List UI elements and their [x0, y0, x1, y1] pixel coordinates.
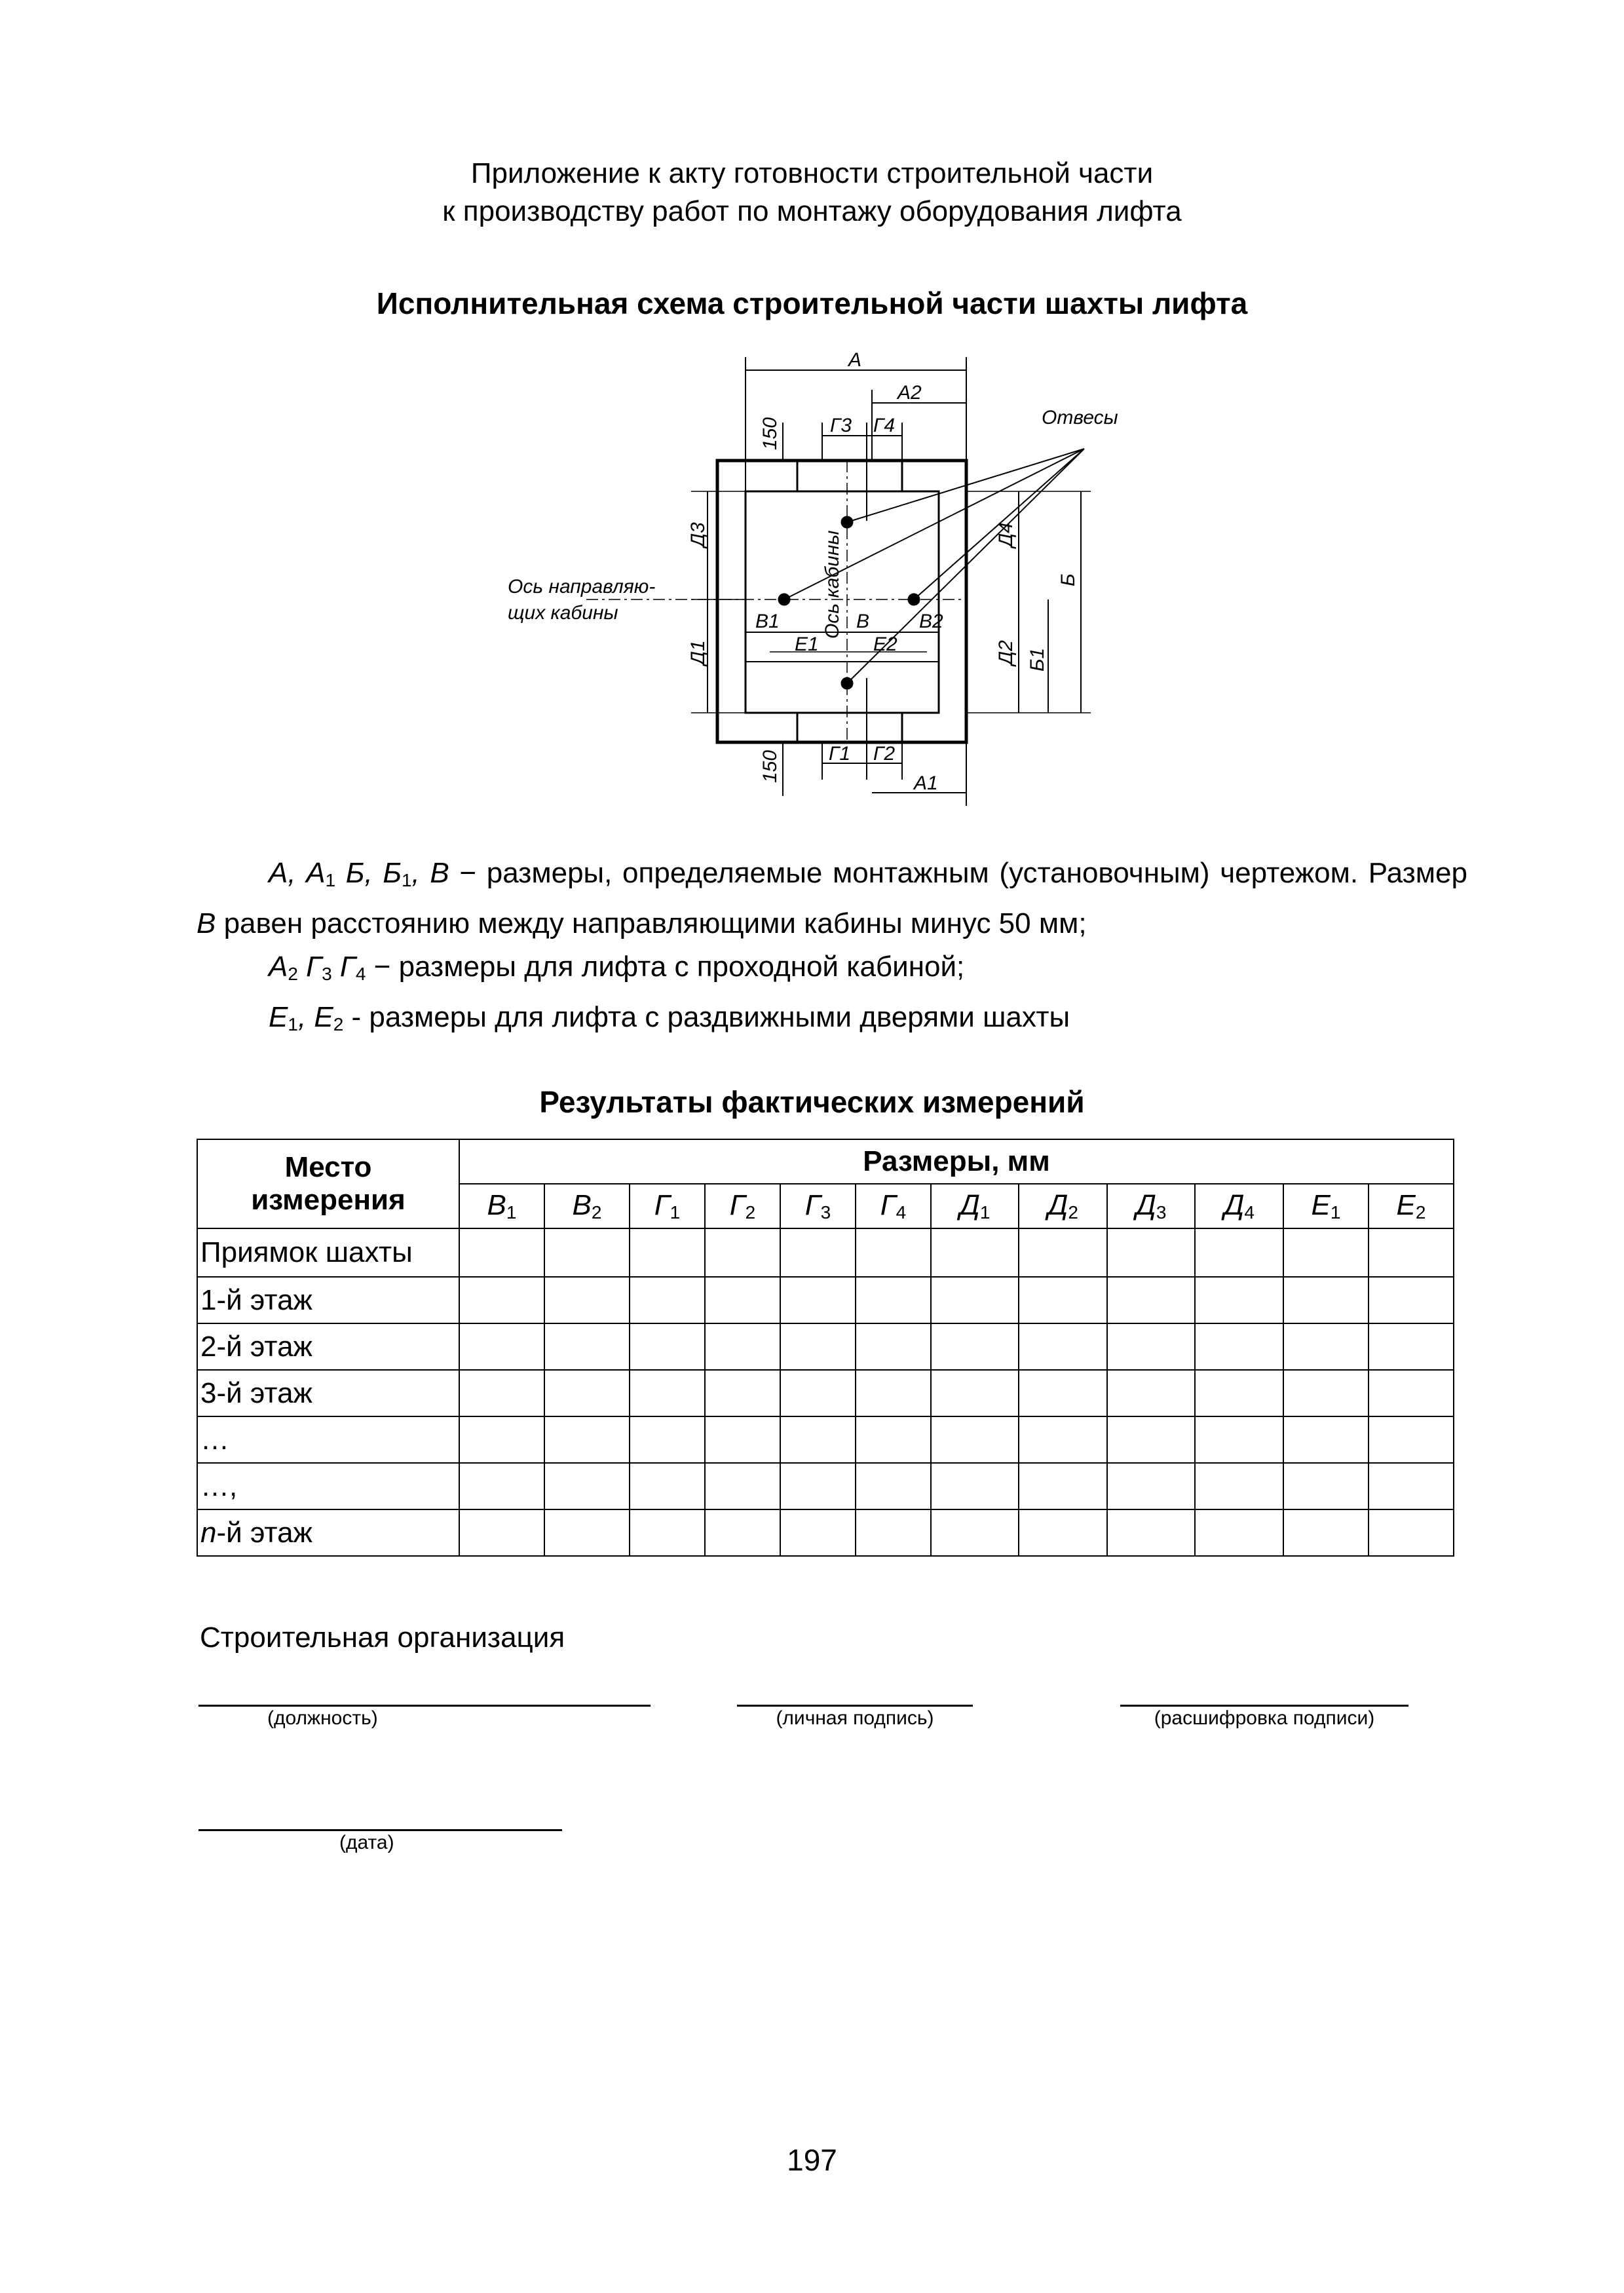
measurement-cell[interactable] [856, 1277, 931, 1323]
label-axis-guides-2: щих кабины [508, 602, 618, 624]
measurement-cell[interactable] [1019, 1509, 1107, 1556]
measurement-cell[interactable] [1283, 1228, 1369, 1277]
note-1-v2: В [197, 907, 216, 939]
org-label: Строительная организация [200, 1621, 565, 1654]
measurement-cell[interactable] [1019, 1463, 1107, 1509]
measurement-cell[interactable] [544, 1416, 630, 1463]
measurements-table [197, 1139, 1454, 1557]
measurement-place [197, 1463, 459, 1509]
measurement-cell[interactable] [630, 1416, 705, 1463]
measurement-cell[interactable] [1283, 1509, 1369, 1556]
measurement-cell[interactable] [1283, 1370, 1369, 1416]
measurement-cell[interactable] [931, 1509, 1019, 1556]
note-2-text: − размеры для лифта с проходной кабиной; [366, 951, 965, 983]
dim-column-header [630, 1184, 705, 1228]
dim-letter: В [572, 1189, 592, 1221]
dim-letter: Е [1396, 1189, 1416, 1221]
note-1-end: равен расстоянию между направляющими кабины минус 50 мм; [216, 907, 1087, 939]
measurement-cell[interactable] [459, 1370, 544, 1416]
place-text: -й этаж [216, 1516, 312, 1549]
position-line[interactable] [198, 1705, 651, 1707]
dim-subscript: 2 [1068, 1202, 1078, 1222]
measurement-cell[interactable] [630, 1228, 705, 1277]
measurement-cell[interactable] [1019, 1323, 1107, 1370]
measurement-cell[interactable] [1107, 1370, 1196, 1416]
measurement-cell[interactable] [705, 1416, 780, 1463]
top-door-opening [797, 461, 902, 491]
measurement-cell[interactable] [780, 1277, 856, 1323]
measurement-cell[interactable] [459, 1323, 544, 1370]
dim-subscript: 4 [896, 1202, 907, 1222]
place-text: …, [200, 1469, 238, 1502]
measurement-cell[interactable] [780, 1463, 856, 1509]
table-row [197, 1323, 1454, 1370]
dim-column-header [1195, 1184, 1283, 1228]
note-2-g4: Г [331, 951, 356, 983]
measurement-cell[interactable] [544, 1509, 630, 1556]
shaft-schema-drawing [495, 351, 1179, 819]
measurement-cell[interactable] [1283, 1463, 1369, 1509]
measurement-cell[interactable] [705, 1277, 780, 1323]
shaft-schema-svg [495, 351, 1179, 819]
measurement-cell[interactable] [1369, 1416, 1454, 1463]
measurement-cell[interactable] [544, 1463, 630, 1509]
dim-letter: В [487, 1189, 506, 1221]
measurement-cell[interactable] [1107, 1416, 1196, 1463]
dim-subscript: 1 [979, 1202, 991, 1222]
label-axis-cabin: Ось кабины [821, 530, 843, 639]
label-D2: Д2 [995, 640, 1017, 665]
note-2-sub-g3: 3 [322, 964, 332, 984]
measurement-place [197, 1228, 459, 1277]
dimension-notes [197, 852, 1467, 1046]
label-D1: Д1 [687, 640, 709, 665]
measurement-cell[interactable] [856, 1323, 931, 1370]
table-row [197, 1370, 1454, 1416]
dim-subscript: 3 [1156, 1202, 1167, 1222]
place-text: Приямок шахты [200, 1236, 413, 1268]
decoding-line[interactable] [1120, 1705, 1408, 1707]
label-A1: А1 [914, 772, 938, 794]
label-E1: Е1 [795, 634, 819, 655]
dim-subscript: 1 [506, 1202, 517, 1222]
measurement-place [197, 1277, 459, 1323]
table-row [197, 1416, 1454, 1463]
dim-letter: Д [1224, 1189, 1245, 1221]
place-italic-prefix: n [200, 1516, 217, 1549]
measurement-cell[interactable] [931, 1228, 1019, 1277]
dim-subscript: 3 [820, 1202, 831, 1222]
label-V: В [856, 611, 870, 632]
place-text: 3-й этаж [200, 1376, 312, 1409]
measurement-cell[interactable] [1283, 1416, 1369, 1463]
measurement-cell[interactable] [1019, 1370, 1107, 1416]
measurement-place [197, 1323, 459, 1370]
label-150-bottom: 150 [759, 749, 781, 783]
dim-letter: Д [1048, 1189, 1068, 1221]
dim-letter: Г [729, 1189, 746, 1221]
measurement-cell[interactable] [544, 1277, 630, 1323]
measurement-cell[interactable] [630, 1463, 705, 1509]
dim-column-header [544, 1184, 630, 1228]
measurement-cell[interactable] [459, 1463, 544, 1509]
place-text: 2-й этаж [200, 1330, 312, 1363]
measurement-cell[interactable] [1195, 1509, 1283, 1556]
dim-subscript: 4 [1244, 1202, 1255, 1222]
label-D4: Д4 [995, 522, 1017, 547]
measurement-cell[interactable] [705, 1228, 780, 1277]
measurement-cell[interactable] [630, 1370, 705, 1416]
place-header-line-1: Место [284, 1151, 372, 1183]
label-A2: А2 [897, 382, 922, 404]
measurement-cell[interactable] [630, 1323, 705, 1370]
measurement-cell[interactable] [1107, 1323, 1196, 1370]
note-3-text: - размеры для лифта с раздвижными дверями шахты [343, 1001, 1070, 1033]
measurement-cell[interactable] [705, 1323, 780, 1370]
measurement-cell[interactable] [1107, 1463, 1196, 1509]
measurement-cell[interactable] [856, 1416, 931, 1463]
measurement-cell[interactable] [705, 1370, 780, 1416]
dim-column-header [1019, 1184, 1107, 1228]
bottom-door-opening [797, 713, 902, 742]
dim-column-header [1283, 1184, 1369, 1228]
measurement-cell[interactable] [856, 1509, 931, 1556]
measurement-cell[interactable] [780, 1509, 856, 1556]
measurement-cell[interactable] [1019, 1416, 1107, 1463]
label-E2: Е2 [873, 634, 897, 655]
results-title: Результаты фактических измерений [539, 1085, 1085, 1119]
note-paragraph-2 [197, 945, 1467, 996]
dim-subscript: 2 [1415, 1202, 1426, 1222]
measurement-cell[interactable] [1195, 1416, 1283, 1463]
label-B1: Б1 [1027, 647, 1048, 672]
measurement-place [197, 1416, 459, 1463]
measurement-cell[interactable] [630, 1277, 705, 1323]
measurement-cell[interactable] [1369, 1463, 1454, 1509]
measurement-cell[interactable] [544, 1323, 630, 1370]
date-line[interactable] [198, 1829, 562, 1831]
place-header-line-2: измерения [251, 1184, 406, 1216]
measurement-cell[interactable] [544, 1228, 630, 1277]
dim-column-header [705, 1184, 780, 1228]
note-1-sub-2: 1 [401, 870, 412, 890]
measurement-cell[interactable] [1019, 1277, 1107, 1323]
decoding-caption: (расшифровка подписи) [1154, 1707, 1375, 1729]
measurement-cell[interactable] [459, 1416, 544, 1463]
note-3-e2: , Е [297, 1001, 333, 1033]
note-paragraph-1 [197, 852, 1467, 945]
measurement-cell[interactable] [459, 1277, 544, 1323]
dim-letter: Г [654, 1189, 670, 1221]
note-3-e1: Е [269, 1001, 288, 1033]
note-3-sub-e2: 2 [333, 1014, 344, 1034]
table-row [197, 1463, 1454, 1509]
measurement-cell[interactable] [544, 1370, 630, 1416]
sizes-header: Размеры, мм [459, 1139, 1454, 1184]
measurement-cell[interactable] [1195, 1323, 1283, 1370]
dim-letter: Е [1311, 1189, 1331, 1221]
measurement-cell[interactable] [1369, 1509, 1454, 1556]
note-3-sub-e1: 1 [288, 1014, 298, 1034]
measurement-cell[interactable] [1283, 1277, 1369, 1323]
measurement-cell[interactable] [780, 1323, 856, 1370]
measurement-cell[interactable] [1369, 1323, 1454, 1370]
note-1-sub-1: 1 [325, 870, 336, 890]
measurement-cell[interactable] [780, 1228, 856, 1277]
label-G1: Г1 [829, 743, 851, 765]
measurement-cell[interactable] [931, 1463, 1019, 1509]
measurement-cell[interactable] [1195, 1277, 1283, 1323]
measurement-cell[interactable] [705, 1463, 780, 1509]
dim-column-header [1107, 1184, 1196, 1228]
label-V2: В2 [919, 611, 943, 632]
dim-subscript: 1 [1330, 1202, 1341, 1222]
measurement-cell[interactable] [931, 1370, 1019, 1416]
place-text: … [200, 1423, 229, 1456]
measurement-cell[interactable] [931, 1416, 1019, 1463]
dim-column-header [931, 1184, 1019, 1228]
table-row [197, 1277, 1454, 1323]
measurement-cell[interactable] [780, 1370, 856, 1416]
note-1-text: − размеры, определяемые монтажным (установочным) чертежом. Размер [449, 857, 1467, 889]
measurement-cell[interactable] [1369, 1277, 1454, 1323]
measurement-cell[interactable] [1195, 1370, 1283, 1416]
position-caption: (должность) [267, 1707, 378, 1729]
measurement-place [197, 1370, 459, 1416]
appendix-header-line-2: к производству работ по монтажу оборудования лифта [442, 195, 1182, 227]
label-G3: Г3 [830, 415, 852, 436]
measurement-cell[interactable] [1283, 1323, 1369, 1370]
dim-letter: Д [1135, 1189, 1156, 1221]
signature-line[interactable] [737, 1705, 973, 1707]
label-G4: Г4 [873, 415, 896, 436]
dim-column-header [1369, 1184, 1454, 1228]
measurement-cell[interactable] [1019, 1228, 1107, 1277]
label-150-top: 150 [759, 417, 781, 450]
measurement-cell[interactable] [856, 1463, 931, 1509]
measurement-cell[interactable] [931, 1277, 1019, 1323]
label-axis-guides-1: Ось направляю- [508, 576, 656, 597]
label-G2: Г2 [873, 743, 896, 765]
measurement-cell[interactable] [459, 1509, 544, 1556]
note-paragraph-3 [197, 996, 1467, 1046]
measurement-cell[interactable] [1195, 1463, 1283, 1509]
dim-subscript: 2 [745, 1202, 756, 1222]
label-otvesy: Отвесы [1042, 407, 1118, 428]
measurement-cell[interactable] [1107, 1228, 1196, 1277]
note-2-sub-a: 2 [288, 964, 298, 984]
measurement-cell[interactable] [1107, 1277, 1196, 1323]
dim-column-header [856, 1184, 931, 1228]
signature-caption: (личная подпись) [776, 1707, 934, 1729]
measurement-cell[interactable] [705, 1509, 780, 1556]
label-A: А [848, 351, 862, 371]
measurement-cell[interactable] [1107, 1509, 1196, 1556]
page-number: 197 [787, 2143, 837, 2177]
measurement-cell[interactable] [459, 1228, 544, 1277]
label-V1: В1 [755, 611, 780, 632]
measurement-cell[interactable] [780, 1416, 856, 1463]
dim-letter: Г [804, 1189, 821, 1221]
note-1-v: , В [411, 857, 449, 889]
schema-title: Исполнительная схема строительной части шахты лифта [376, 286, 1248, 320]
note-2-a: А [269, 951, 288, 983]
place-header [197, 1139, 459, 1228]
note-1-lead: А, А [269, 857, 326, 889]
place-text: 1-й этаж [200, 1283, 312, 1316]
label-D3: Д3 [687, 522, 709, 547]
measurement-place [197, 1509, 459, 1556]
date-caption: (дата) [339, 1832, 394, 1853]
dim-column-header [459, 1184, 544, 1228]
measurement-cell[interactable] [856, 1370, 931, 1416]
measurement-cell[interactable] [1195, 1228, 1283, 1277]
note-1-mid: Б, Б [335, 857, 402, 889]
measurement-cell[interactable] [630, 1509, 705, 1556]
dim-letter: Д [959, 1189, 980, 1221]
measurement-cell[interactable] [856, 1228, 931, 1277]
table-row [197, 1228, 1454, 1277]
dim-letter: Г [880, 1189, 896, 1221]
label-B: Б [1057, 573, 1079, 586]
measurement-cell[interactable] [1369, 1370, 1454, 1416]
measurement-cell[interactable] [1369, 1228, 1454, 1277]
measurement-cell[interactable] [931, 1323, 1019, 1370]
dim-subscript: 1 [670, 1202, 681, 1222]
note-2-g3: Г [297, 951, 322, 983]
note-2-sub-g4: 4 [355, 964, 366, 984]
measurements-body [197, 1228, 1454, 1556]
table-row [197, 1509, 1454, 1556]
dim-subscript: 2 [591, 1202, 602, 1222]
appendix-header-line-1: Приложение к акту готовности строительной части [470, 157, 1154, 189]
dim-column-header [780, 1184, 856, 1228]
